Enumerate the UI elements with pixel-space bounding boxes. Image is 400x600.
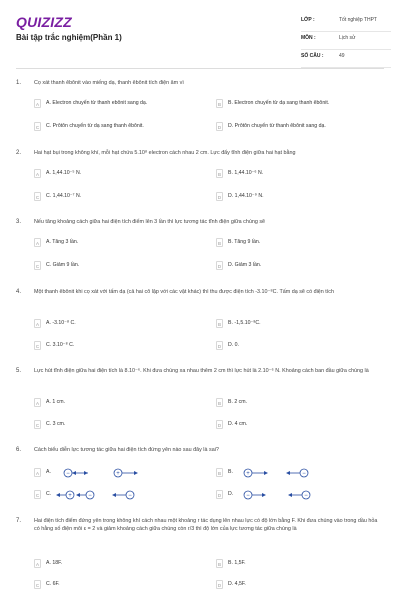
option-letter-box: A <box>34 559 41 568</box>
option-text: B. -1,5.10⁻⁸C. <box>228 320 261 326</box>
option-text: A. 1 cm. <box>46 399 66 405</box>
option-a[interactable] <box>34 318 194 332</box>
option-letter-box: B <box>216 319 223 328</box>
option-a[interactable] <box>34 98 194 112</box>
option-letter-box: A <box>34 238 41 247</box>
question-5 <box>16 368 384 436</box>
question-number: 5. <box>16 368 22 374</box>
header <box>0 0 400 68</box>
option-text: B. <box>228 469 233 475</box>
question-3 <box>16 219 384 279</box>
svg-text:+: + <box>246 471 250 477</box>
option-d[interactable] <box>216 489 386 503</box>
option-letter-box: C <box>34 341 41 350</box>
question-1 <box>16 80 384 140</box>
option-text: A. <box>46 469 51 475</box>
question-4 <box>16 289 384 357</box>
option-letter-box: A <box>34 99 41 108</box>
question-number: 7. <box>16 518 22 524</box>
option-letter-box: A <box>34 398 41 407</box>
option-c[interactable] <box>34 121 194 135</box>
option-letter-box: C <box>34 122 41 131</box>
question-text: Hai hạt bụi trong không khí, mỗi hạt chứa 5.10⁸ electron cách nhau 2 cm. Lực đẩy tĩnh điện giữa hai hạt bằng <box>34 150 296 156</box>
option-c[interactable] <box>34 419 194 433</box>
option-text: D. Giảm 3 lần. <box>228 262 262 268</box>
option-a[interactable] <box>34 467 204 481</box>
question-text: Cọ xát thanh êbônit vào miếng dạ, thanh êbônit tích điện âm vì <box>34 80 184 86</box>
option-letter-box: C <box>34 261 41 270</box>
option-d[interactable] <box>216 260 376 274</box>
question-number: 6. <box>16 447 22 453</box>
meta-value: Tốt nghiệp THPT <box>339 17 377 23</box>
svg-text:+: + <box>116 471 120 477</box>
question-6 <box>16 447 384 507</box>
meta-key: LỚP : <box>301 17 315 23</box>
option-b[interactable] <box>216 318 376 332</box>
option-text: B. Tăng 9 lần. <box>228 239 261 245</box>
option-c[interactable] <box>34 579 194 593</box>
question-7 <box>16 518 384 598</box>
option-letter-box: D <box>216 261 223 270</box>
option-letter-box: A <box>34 468 41 477</box>
option-text: A. 18F. <box>46 560 63 566</box>
charge-diagram-c <box>56 489 146 501</box>
question-number: 4. <box>16 289 22 295</box>
option-letter-box: C <box>34 420 41 429</box>
option-letter-box: B <box>216 398 223 407</box>
svg-text:−: − <box>128 493 132 499</box>
option-text: B. 1,44.10⁻⁶ N. <box>228 170 264 176</box>
question-2 <box>16 150 384 210</box>
option-text: D. Prôtôn chuyển từ thanh êbônit sang dạ. <box>228 123 326 129</box>
option-letter-box: A <box>34 169 41 178</box>
svg-text:−: − <box>66 471 70 477</box>
option-d[interactable] <box>216 419 376 433</box>
svg-text:+: + <box>68 493 72 499</box>
option-text: D. <box>228 491 234 497</box>
option-text: B. 2 cm. <box>228 399 248 405</box>
option-a[interactable] <box>34 558 194 572</box>
charge-diagram-b <box>238 467 328 479</box>
option-letter-box: B <box>216 169 223 178</box>
quizizz-logo: QUIZIZZ <box>16 14 72 30</box>
option-b[interactable] <box>216 237 376 251</box>
page-title: Bài tập trắc nghiệm(Phần 1) <box>16 33 122 42</box>
question-number: 3. <box>16 219 22 225</box>
question-number: 1. <box>16 80 22 86</box>
option-d[interactable] <box>216 191 376 205</box>
option-letter-box: C <box>34 490 41 499</box>
question-text: Một thanh êbônit khi cọ xát với tấm dạ (cả hai cô lập với các vật khác) thì thu được điện tích -3.10⁻⁸C. Tấm dạ sẽ có điện tích <box>34 289 334 295</box>
header-divider <box>16 68 384 69</box>
option-text: A. Electron chuyển từ thanh ebônit sang dạ. <box>46 100 148 106</box>
charge-diagram-a <box>56 467 146 479</box>
question-text: Lực hút tĩnh điện giữa hai điện tích là 8.10⁻⁶. Khi đưa chúng xa nhau thêm 2 cm thì lực hút là 2.10⁻⁶ N. Khoảng cách ban đầu giữa chúng là <box>34 368 369 374</box>
option-c[interactable] <box>34 191 194 205</box>
option-b[interactable] <box>216 98 376 112</box>
option-letter-box: D <box>216 192 223 201</box>
meta-table <box>301 14 391 68</box>
option-text: D. 1,44.10⁻⁹ N. <box>228 193 264 199</box>
option-b[interactable] <box>216 467 386 481</box>
option-letter-box: B <box>216 99 223 108</box>
option-text: C. 6F. <box>46 581 60 587</box>
question-text: Cách biểu diễn lực tương tác giữa hai điện tích đứng yên nào sau đây là sai? <box>34 447 219 453</box>
option-b[interactable] <box>216 558 376 572</box>
meta-row-class <box>301 14 391 32</box>
option-letter-box: D <box>216 341 223 350</box>
option-letter-box: B <box>216 559 223 568</box>
option-c[interactable] <box>34 260 194 274</box>
option-text: C. <box>46 491 52 497</box>
charge-diagram-d <box>238 489 328 501</box>
option-letter-box: D <box>216 122 223 131</box>
option-b[interactable] <box>216 397 376 411</box>
option-text: A. -3.10⁻⁸ C. <box>46 320 76 326</box>
option-text: C. 1,44.10⁻⁷ N. <box>46 193 82 199</box>
option-letter-box: C <box>34 580 41 589</box>
option-text: A. Tăng 3 lần. <box>46 239 79 245</box>
option-letter-box: C <box>34 192 41 201</box>
svg-text:−: − <box>304 493 308 499</box>
option-b[interactable] <box>216 168 376 182</box>
option-text: C. 3 cm. <box>46 421 66 427</box>
option-letter-box: D <box>216 580 223 589</box>
option-c[interactable] <box>34 489 204 503</box>
meta-key: SỐ CÂU : <box>301 53 324 59</box>
option-letter-box: D <box>216 490 223 499</box>
option-text: D. 4,5F. <box>228 581 246 587</box>
option-text: D. 4 cm. <box>228 421 248 427</box>
option-text: B. Electron chuyển từ dạ sang thanh êbônit. <box>228 100 330 106</box>
option-text: C. Prôtôn chuyển từ dạ sang thanh êbônit. <box>46 123 144 129</box>
option-letter-box: B <box>216 468 223 477</box>
option-c[interactable] <box>34 340 194 354</box>
option-d[interactable] <box>216 121 376 135</box>
option-d[interactable] <box>216 340 376 354</box>
meta-key: MÔN : <box>301 35 316 41</box>
option-letter-box: D <box>216 420 223 429</box>
meta-row-count <box>301 50 391 68</box>
option-text: C. 3.10⁻⁸ C. <box>46 342 75 348</box>
question-text: Hai điện tích điểm đứng yên trong không khí cách nhau một khoảng r tác dụng lên nhau lực có độ lớn bằng F. Khi đưa chúng vào trong dầu hỏa có hằng số điện môi ε = 2 và giảm khoảng cách giữa chúng còn r/3 thì độ lớn của lực tương tác giữa chúng là <box>34 518 378 532</box>
svg-text:−: − <box>302 471 306 477</box>
question-number: 2. <box>16 150 22 156</box>
option-letter-box: B <box>216 238 223 247</box>
option-text: C. Giảm 9 lần. <box>46 262 80 268</box>
option-d[interactable] <box>216 579 376 593</box>
option-text: A. 1,44.10⁻⁵ N. <box>46 170 82 176</box>
meta-value: Lịch sử <box>339 35 356 41</box>
meta-row-subject <box>301 32 391 50</box>
option-a[interactable] <box>34 237 194 251</box>
svg-text:−: − <box>88 493 92 499</box>
option-text: D. 0. <box>228 342 239 348</box>
option-a[interactable] <box>34 168 194 182</box>
option-a[interactable] <box>34 397 194 411</box>
question-text: Nếu tăng khoảng cách giữa hai điện tích điểm lên 3 lần thì lực tương tác tĩnh điện giữa chúng sẽ <box>34 219 266 225</box>
svg-text:−: − <box>246 493 250 499</box>
meta-value: 49 <box>339 53 345 59</box>
option-letter-box: A <box>34 319 41 328</box>
option-text: B. 1,5F. <box>228 560 246 566</box>
